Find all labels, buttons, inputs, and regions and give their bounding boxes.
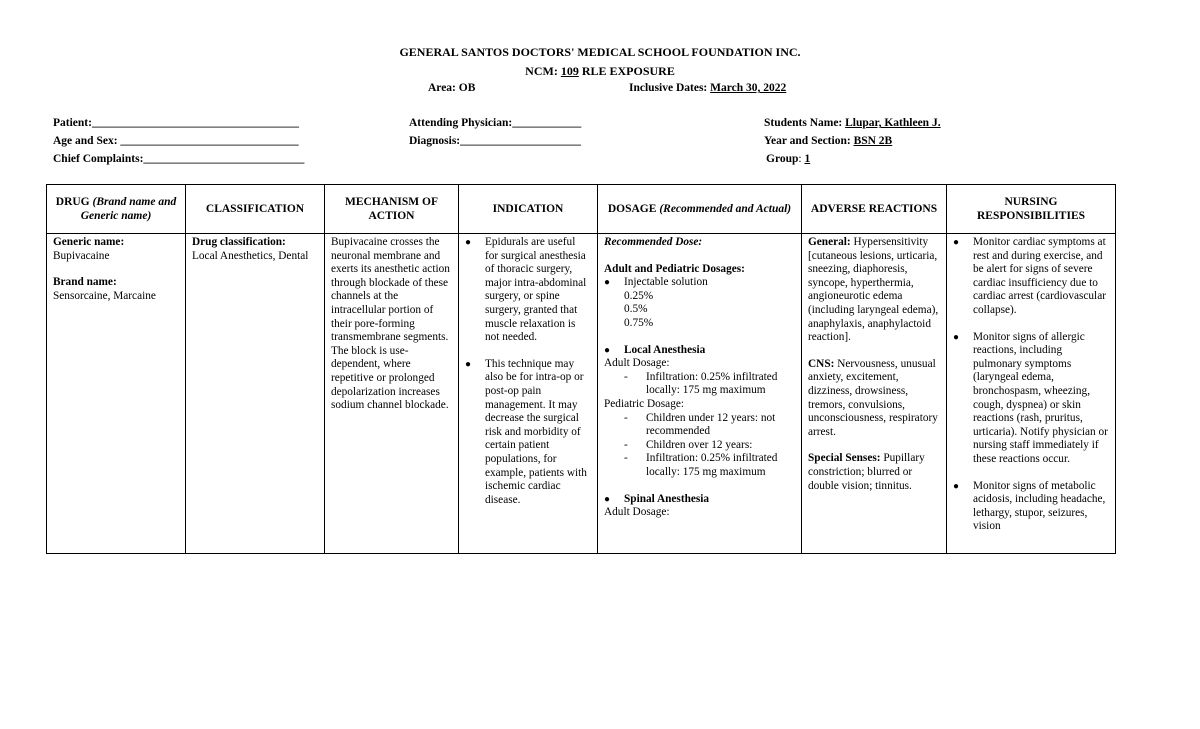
- patient-field: Patient:____________________________________: [53, 117, 299, 129]
- dates-label: Inclusive Dates:: [629, 82, 711, 94]
- adverse-general: [808, 236, 940, 345]
- age-sex-field: Age and Sex: _______________________________: [53, 135, 299, 147]
- dates-value: March 30, 2022: [710, 82, 787, 94]
- spinal-anesthesia-label: Spinal Anesthesia: [624, 492, 710, 505]
- classification-cell: [186, 234, 325, 554]
- classification-value: Local Anesthetics, Dental: [192, 249, 309, 262]
- local-anesthesia-label: Local Anesthesia: [624, 343, 706, 356]
- header-adverse: ADVERSE REACTIONS: [802, 185, 947, 234]
- bullet-icon: ●: [953, 237, 960, 248]
- list-item: [953, 480, 1109, 534]
- adverse-cell: [802, 234, 947, 554]
- header-mechanism: MECHANISM OF ACTION: [325, 185, 459, 234]
- header-dosage: [598, 185, 802, 234]
- list-item: [465, 358, 591, 508]
- list-item: [604, 439, 795, 453]
- header-dosage-italic: (Recommended and Actual): [659, 203, 792, 216]
- pediatric-dosage-label: Pediatric Dosage:: [604, 397, 684, 410]
- concentration-2: 0.5%: [624, 303, 648, 316]
- list-item: [604, 452, 795, 479]
- list-item: [604, 412, 795, 439]
- classification-label: Drug classification:: [192, 236, 286, 248]
- bullet-icon: ●: [604, 277, 611, 289]
- list-item: [953, 236, 1109, 318]
- year-value: BSN 2B: [853, 135, 893, 147]
- drug-cell: [47, 234, 186, 554]
- injectable-solution: Injectable solution: [624, 276, 708, 289]
- table-row: [47, 234, 1116, 554]
- course-suffix: RLE EXPOSURE: [578, 64, 675, 78]
- adult-pediatric-label: Adult and Pediatric Dosages:: [604, 262, 745, 275]
- group-label: Group: [766, 153, 799, 165]
- adult-dosage-label: Adult Dosage:: [604, 357, 670, 370]
- pediatric-infiltration: Infiltration: 0.25% infiltrated locally: 175 mg maximum: [646, 452, 778, 478]
- list-item: [604, 344, 795, 358]
- course-number: 109: [560, 64, 579, 78]
- children-under-12: Children under 12 years: not recommended: [646, 411, 776, 438]
- bullet-icon: ●: [604, 493, 611, 505]
- cns-text: Nervousness, unusual anxiety, excitement, dizziness, drowsiness, tremors, convulsions, unconsciousness, respiratory arrest.: [808, 357, 938, 438]
- brand-value: Sensorcaine, Marcaine: [53, 289, 156, 302]
- list-item: [604, 493, 795, 507]
- year-section-field: [764, 135, 892, 147]
- nursing-item: Monitor signs of allergic reactions, including pulmonary symptoms (laryngeal edema, bronchospasm, wheezing, cough, dyspnea) or skin reactions (rash, pruritus, urticaria). Notify physician or nursing staff immediately if these reactions occur.: [973, 330, 1108, 465]
- dosage-cell: [598, 234, 802, 554]
- indication-item: This technique may also be for intra-op or post-op pain management. It may decrease the surgical risk and morbidity of certain patient populations, for example, patients with ischemic cardiac disease.: [485, 357, 587, 506]
- spinal-adult-dosage-label: Adult Dosage:: [604, 506, 670, 519]
- header-drug-main: DRUG: [55, 196, 93, 209]
- mechanism-cell: [325, 234, 459, 554]
- nursing-item: Monitor cardiac symptoms at rest and during exercise, and be alert for signs of severe cardiac insufficiency due to cardiac arrest (cardiovascular collapse).: [973, 236, 1106, 316]
- concentration-1: 0.25%: [624, 289, 654, 302]
- year-label: Year and Section:: [764, 135, 854, 147]
- header-dosage-main: DOSAGE: [607, 203, 660, 216]
- header-indication: INDICATION: [459, 185, 598, 234]
- group-value: 1: [804, 153, 811, 165]
- adverse-special-senses: [808, 452, 940, 493]
- header-row: [47, 185, 1116, 234]
- generic-value: Bupivacaine: [53, 249, 110, 262]
- children-over-12: Children over 12 years:: [646, 438, 753, 451]
- attending-physician-field: Attending Physician:____________: [409, 117, 582, 129]
- header-nursing: NURSING RESPONSIBILITIES: [947, 185, 1116, 234]
- header-drug-italic: (Brand name and Generic name): [80, 196, 177, 222]
- drug-study-table: [46, 184, 1116, 554]
- generic-label: Generic name:: [53, 236, 125, 248]
- brand-label: Brand name:: [53, 276, 117, 289]
- nursing-item: Monitor signs of metabolic acidosis, including headache, lethargy, stupor, seizures, vision: [973, 479, 1106, 533]
- senses-label: Special Senses:: [808, 452, 881, 465]
- list-item: [953, 331, 1109, 467]
- bullet-icon: ●: [953, 480, 960, 492]
- group-colon: :: [798, 153, 805, 165]
- list-item: [465, 236, 591, 345]
- student-label: Students Name:: [764, 117, 846, 129]
- diagnosis-field: Diagnosis:_____________________: [409, 135, 581, 147]
- general-label: General:: [808, 236, 851, 248]
- general-text: Hypersensitivity [cutaneous lesions, urticaria, sneezing, diaphoresis, syncope, hyperthermia, angioneurotic edema (including laryngeal edema), anaphylaxis, anaphylactoid reaction].: [808, 236, 939, 344]
- list-item: [604, 371, 795, 398]
- bullet-icon: ●: [465, 358, 472, 370]
- recommended-dose-label: Recommended Dose:: [604, 236, 703, 248]
- bullet-icon: ●: [953, 331, 960, 343]
- area-label: Area: OB: [428, 82, 476, 94]
- senses-text: Pupillary constriction; blurred or double vision; tinnitus.: [808, 452, 925, 492]
- dash-icon: -: [624, 411, 628, 424]
- student-name: Llupar, Kathleen J.: [845, 117, 941, 129]
- concentration-3: 0.75%: [624, 316, 654, 329]
- cns-label: CNS:: [808, 357, 835, 370]
- bullet-icon: ●: [604, 344, 611, 356]
- dash-icon: -: [624, 438, 628, 451]
- adult-infiltration: Infiltration: 0.25% infiltrated locally: 175 mg maximum: [646, 370, 778, 397]
- header-drug: [47, 185, 186, 234]
- course-prefix: NCM:: [525, 64, 561, 78]
- header-classification: CLASSIFICATION: [186, 185, 325, 234]
- course-title: [0, 64, 1200, 79]
- student-name-field: [764, 117, 941, 129]
- inclusive-dates: [629, 82, 786, 94]
- adverse-cns: [808, 358, 940, 440]
- indication-item: Epidurals are useful for surgical anesthesia of thoracic surgery, major intra-abdominal surgery, or spine surgery, granted that muscle relaxation is not needed.: [485, 236, 587, 344]
- list-item: [604, 276, 795, 290]
- dash-icon: -: [624, 452, 628, 465]
- nursing-cell: [947, 234, 1116, 554]
- bullet-icon: ●: [465, 237, 472, 248]
- institution-title: GENERAL SANTOS DOCTORS' MEDICAL SCHOOL FOUNDATION INC.: [399, 45, 801, 59]
- indication-cell: [459, 234, 598, 554]
- group-field: [766, 153, 810, 165]
- dash-icon: -: [624, 370, 628, 383]
- chief-complaints-field: Chief Complaints:____________________________: [53, 153, 305, 165]
- mechanism-text: Bupivacaine crosses the neuronal membrane and exerts its anesthetic action through blockade of these channels at the intracellular portion of their pore-forming transmembrane segments. The block is use-dependent, where repetitive or prolonged depolarization increases sodium channel blockade.: [331, 236, 450, 412]
